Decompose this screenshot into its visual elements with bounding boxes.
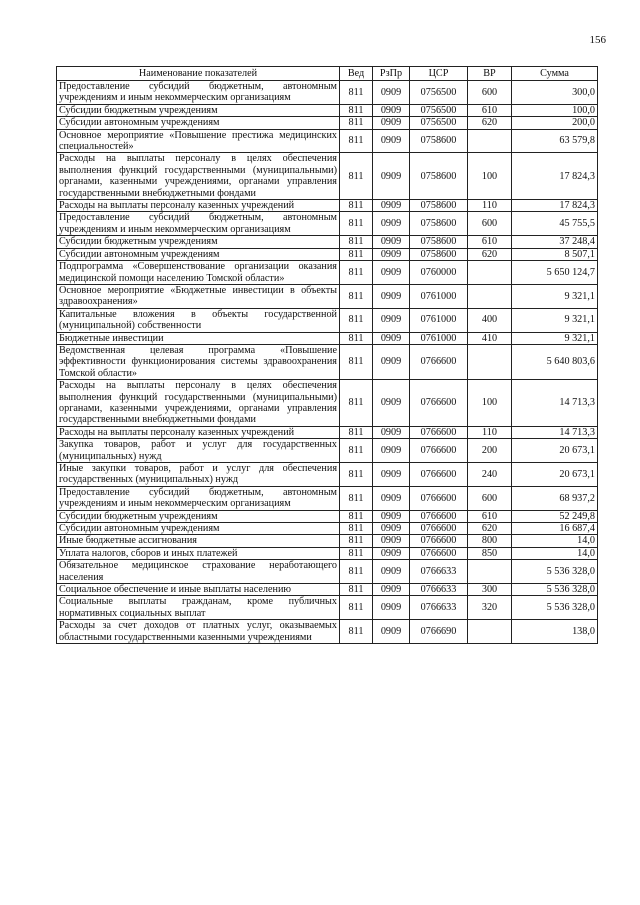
table-row: [57, 439, 598, 463]
cell-rzpr: 0909: [373, 523, 410, 535]
cell-rzpr: 0909: [373, 547, 410, 559]
table-row: [57, 308, 598, 332]
table-row: [57, 236, 598, 248]
table-row: [57, 510, 598, 522]
cell-csr: 0766633: [410, 584, 468, 596]
cell-csr: 0758600: [410, 129, 468, 153]
cell-ved: 811: [340, 117, 373, 129]
cell-csr: 0766600: [410, 439, 468, 463]
cell-vr: [468, 620, 512, 644]
cell-vr: [468, 284, 512, 308]
cell-ved: 811: [340, 584, 373, 596]
cell-name: Расходы на выплаты персоналу казенных учреждений: [57, 426, 340, 438]
cell-sum: 37 248,4: [512, 236, 598, 248]
cell-csr: 0758600: [410, 200, 468, 212]
cell-name: Основное мероприятие «Повышение престижа медицинских специальностей»: [57, 129, 340, 153]
cell-ved: 811: [340, 129, 373, 153]
cell-name: Подпрограмма «Совершенствование организации оказания медицинской помощи населению Томской области»: [57, 261, 340, 285]
table-row: [57, 104, 598, 116]
cell-sum: 5 536 328,0: [512, 596, 598, 620]
cell-rzpr: 0909: [373, 596, 410, 620]
cell-name: Субсидии бюджетным учреждениям: [57, 104, 340, 116]
table-row: [57, 463, 598, 487]
cell-name: Ведомственная целевая программа «Повышение эффективности функционирования системы здравоохранения Томской области»: [57, 344, 340, 379]
cell-name: Субсидии бюджетным учреждениям: [57, 510, 340, 522]
cell-vr: 600: [468, 212, 512, 236]
cell-csr: 0766600: [410, 463, 468, 487]
cell-ved: 811: [340, 560, 373, 584]
cell-vr: 400: [468, 308, 512, 332]
cell-ved: 811: [340, 153, 373, 200]
cell-name: Социальные выплаты гражданам, кроме публичных нормативных социальных выплат: [57, 596, 340, 620]
cell-vr: [468, 261, 512, 285]
cell-sum: 45 755,5: [512, 212, 598, 236]
table-row: [57, 380, 598, 427]
cell-vr: 300: [468, 584, 512, 596]
cell-csr: 0766633: [410, 596, 468, 620]
cell-ved: 811: [340, 510, 373, 522]
table-row: [57, 535, 598, 547]
cell-rzpr: 0909: [373, 308, 410, 332]
cell-ved: 811: [340, 332, 373, 344]
cell-csr: 0756500: [410, 81, 468, 105]
cell-ved: 811: [340, 104, 373, 116]
cell-sum: 5 640 803,6: [512, 344, 598, 379]
cell-name: Предоставление субсидий бюджетным, автономным учреждениям и иным некоммерческим организациям: [57, 81, 340, 105]
cell-name: Социальное обеспечение и иные выплаты населению: [57, 584, 340, 596]
cell-rzpr: 0909: [373, 212, 410, 236]
cell-rzpr: 0909: [373, 620, 410, 644]
cell-name: Закупка товаров, работ и услуг для государственных (муниципальных) нужд: [57, 439, 340, 463]
cell-ved: 811: [340, 439, 373, 463]
table-row: [57, 248, 598, 260]
cell-rzpr: 0909: [373, 248, 410, 260]
cell-rzpr: 0909: [373, 117, 410, 129]
cell-name: Иные бюджетные ассигнования: [57, 535, 340, 547]
cell-name: Предоставление субсидий бюджетным, автономным учреждениям и иным некоммерческим организациям: [57, 212, 340, 236]
cell-name: Расходы на выплаты персоналу в целях обеспечения выполнения функций государственными (муниципальными) органами, казенными учреждениями, органами управления государственными внебюджетными фондами: [57, 153, 340, 200]
cell-rzpr: 0909: [373, 129, 410, 153]
cell-vr: [468, 129, 512, 153]
cell-csr: 0756500: [410, 117, 468, 129]
cell-vr: 100: [468, 380, 512, 427]
cell-csr: 0758600: [410, 153, 468, 200]
cell-name: Субсидии автономным учреждениям: [57, 117, 340, 129]
cell-rzpr: 0909: [373, 584, 410, 596]
cell-ved: 811: [340, 486, 373, 510]
cell-vr: 110: [468, 426, 512, 438]
header-ved: Вед: [340, 67, 373, 81]
cell-ved: 811: [340, 308, 373, 332]
cell-name: Расходы за счет доходов от платных услуг, оказываемых областными государственными казенными учреждениями: [57, 620, 340, 644]
cell-sum: 5 650 124,7: [512, 261, 598, 285]
cell-vr: 620: [468, 117, 512, 129]
cell-sum: 17 824,3: [512, 200, 598, 212]
cell-vr: [468, 344, 512, 379]
cell-sum: 9 321,1: [512, 308, 598, 332]
table-row: [57, 129, 598, 153]
table-row: [57, 596, 598, 620]
cell-rzpr: 0909: [373, 510, 410, 522]
table-body: [57, 81, 598, 644]
cell-name: Бюджетные инвестиции: [57, 332, 340, 344]
table-row: [57, 426, 598, 438]
cell-name: Субсидии автономным учреждениям: [57, 248, 340, 260]
cell-ved: 811: [340, 547, 373, 559]
cell-sum: 9 321,1: [512, 284, 598, 308]
cell-ved: 811: [340, 248, 373, 260]
cell-rzpr: 0909: [373, 439, 410, 463]
table-row: [57, 212, 598, 236]
cell-name: Расходы на выплаты персоналу в целях обеспечения выполнения функций государственными (муниципальными) органами, казенными учреждениями, органами управления государственными внебюджетными фондами: [57, 380, 340, 427]
cell-rzpr: 0909: [373, 344, 410, 379]
cell-ved: 811: [340, 81, 373, 105]
cell-rzpr: 0909: [373, 426, 410, 438]
cell-vr: 600: [468, 486, 512, 510]
cell-sum: 138,0: [512, 620, 598, 644]
cell-csr: 0766600: [410, 486, 468, 510]
cell-csr: 0766600: [410, 547, 468, 559]
cell-vr: 240: [468, 463, 512, 487]
cell-sum: 5 536 328,0: [512, 584, 598, 596]
table-row: [57, 200, 598, 212]
cell-sum: 14 713,3: [512, 380, 598, 427]
table-row: [57, 620, 598, 644]
cell-csr: 0766690: [410, 620, 468, 644]
page-number: 156: [589, 34, 606, 46]
header-csr: ЦСР: [410, 67, 468, 81]
table-row: [57, 486, 598, 510]
cell-sum: 14 713,3: [512, 426, 598, 438]
table-row: [57, 584, 598, 596]
cell-rzpr: 0909: [373, 104, 410, 116]
cell-ved: 811: [340, 284, 373, 308]
cell-ved: 811: [340, 463, 373, 487]
cell-vr: 100: [468, 153, 512, 200]
budget-table: [56, 66, 598, 644]
cell-csr: 0761000: [410, 284, 468, 308]
cell-sum: 63 579,8: [512, 129, 598, 153]
cell-rzpr: 0909: [373, 380, 410, 427]
cell-vr: 610: [468, 104, 512, 116]
cell-vr: 410: [468, 332, 512, 344]
cell-name: Капитальные вложения в объекты государственной (муниципальной) собственности: [57, 308, 340, 332]
header-sum: Сумма: [512, 67, 598, 81]
cell-sum: 200,0: [512, 117, 598, 129]
cell-csr: 0761000: [410, 308, 468, 332]
table-row: [57, 81, 598, 105]
cell-csr: 0766600: [410, 426, 468, 438]
cell-ved: 811: [340, 523, 373, 535]
cell-ved: 811: [340, 380, 373, 427]
table-row: [57, 284, 598, 308]
cell-rzpr: 0909: [373, 486, 410, 510]
table-row: [57, 344, 598, 379]
cell-sum: 9 321,1: [512, 332, 598, 344]
cell-name: Основное мероприятие «Бюджетные инвестиции в объекты здравоохранения»: [57, 284, 340, 308]
cell-vr: 800: [468, 535, 512, 547]
cell-ved: 811: [340, 620, 373, 644]
cell-csr: 0760000: [410, 261, 468, 285]
cell-rzpr: 0909: [373, 261, 410, 285]
cell-vr: 320: [468, 596, 512, 620]
cell-vr: 620: [468, 248, 512, 260]
cell-vr: 200: [468, 439, 512, 463]
cell-csr: 0766600: [410, 510, 468, 522]
cell-vr: 850: [468, 547, 512, 559]
cell-csr: 0766600: [410, 344, 468, 379]
cell-name: Иные закупки товаров, работ и услуг для обеспечения государственных (муниципальных) нужд: [57, 463, 340, 487]
cell-name: Уплата налогов, сборов и иных платежей: [57, 547, 340, 559]
cell-sum: 8 507,1: [512, 248, 598, 260]
cell-sum: 16 687,4: [512, 523, 598, 535]
cell-sum: 17 824,3: [512, 153, 598, 200]
cell-csr: 0756500: [410, 104, 468, 116]
cell-ved: 811: [340, 535, 373, 547]
cell-ved: 811: [340, 200, 373, 212]
cell-name: Расходы на выплаты персоналу казенных учреждений: [57, 200, 340, 212]
cell-sum: 20 673,1: [512, 439, 598, 463]
cell-sum: 14,0: [512, 547, 598, 559]
cell-sum: 300,0: [512, 81, 598, 105]
cell-vr: 600: [468, 81, 512, 105]
cell-ved: 811: [340, 261, 373, 285]
table-row: [57, 261, 598, 285]
cell-vr: 610: [468, 236, 512, 248]
cell-rzpr: 0909: [373, 236, 410, 248]
header-name: Наименование показателей: [57, 67, 340, 81]
table-row: [57, 332, 598, 344]
cell-name: Субсидии бюджетным учреждениям: [57, 236, 340, 248]
cell-sum: 68 937,2: [512, 486, 598, 510]
cell-name: Обязательное медицинское страхование неработающего населения: [57, 560, 340, 584]
table-row: [57, 153, 598, 200]
cell-csr: 0766633: [410, 560, 468, 584]
cell-rzpr: 0909: [373, 153, 410, 200]
table-row: [57, 117, 598, 129]
cell-csr: 0766600: [410, 523, 468, 535]
cell-csr: 0761000: [410, 332, 468, 344]
cell-csr: 0766600: [410, 380, 468, 427]
table-row: [57, 547, 598, 559]
cell-ved: 811: [340, 212, 373, 236]
cell-vr: 110: [468, 200, 512, 212]
cell-ved: 811: [340, 344, 373, 379]
cell-sum: 52 249,8: [512, 510, 598, 522]
cell-ved: 811: [340, 596, 373, 620]
cell-rzpr: 0909: [373, 332, 410, 344]
cell-vr: [468, 560, 512, 584]
cell-rzpr: 0909: [373, 535, 410, 547]
header-rzpr: РзПр: [373, 67, 410, 81]
cell-sum: 5 536 328,0: [512, 560, 598, 584]
cell-sum: 14,0: [512, 535, 598, 547]
cell-vr: 620: [468, 523, 512, 535]
cell-rzpr: 0909: [373, 200, 410, 212]
cell-csr: 0758600: [410, 212, 468, 236]
table-row: [57, 560, 598, 584]
cell-sum: 100,0: [512, 104, 598, 116]
header-vr: ВР: [468, 67, 512, 81]
cell-rzpr: 0909: [373, 81, 410, 105]
cell-name: Предоставление субсидий бюджетным, автономным учреждениям и иным некоммерческим организациям: [57, 486, 340, 510]
cell-csr: 0758600: [410, 236, 468, 248]
table-row: [57, 523, 598, 535]
cell-name: Субсидии автономным учреждениям: [57, 523, 340, 535]
cell-csr: 0758600: [410, 248, 468, 260]
cell-sum: 20 673,1: [512, 463, 598, 487]
cell-rzpr: 0909: [373, 284, 410, 308]
cell-ved: 811: [340, 426, 373, 438]
cell-rzpr: 0909: [373, 463, 410, 487]
cell-ved: 811: [340, 236, 373, 248]
table-header-row: [57, 67, 598, 81]
cell-vr: 610: [468, 510, 512, 522]
cell-rzpr: 0909: [373, 560, 410, 584]
cell-csr: 0766600: [410, 535, 468, 547]
